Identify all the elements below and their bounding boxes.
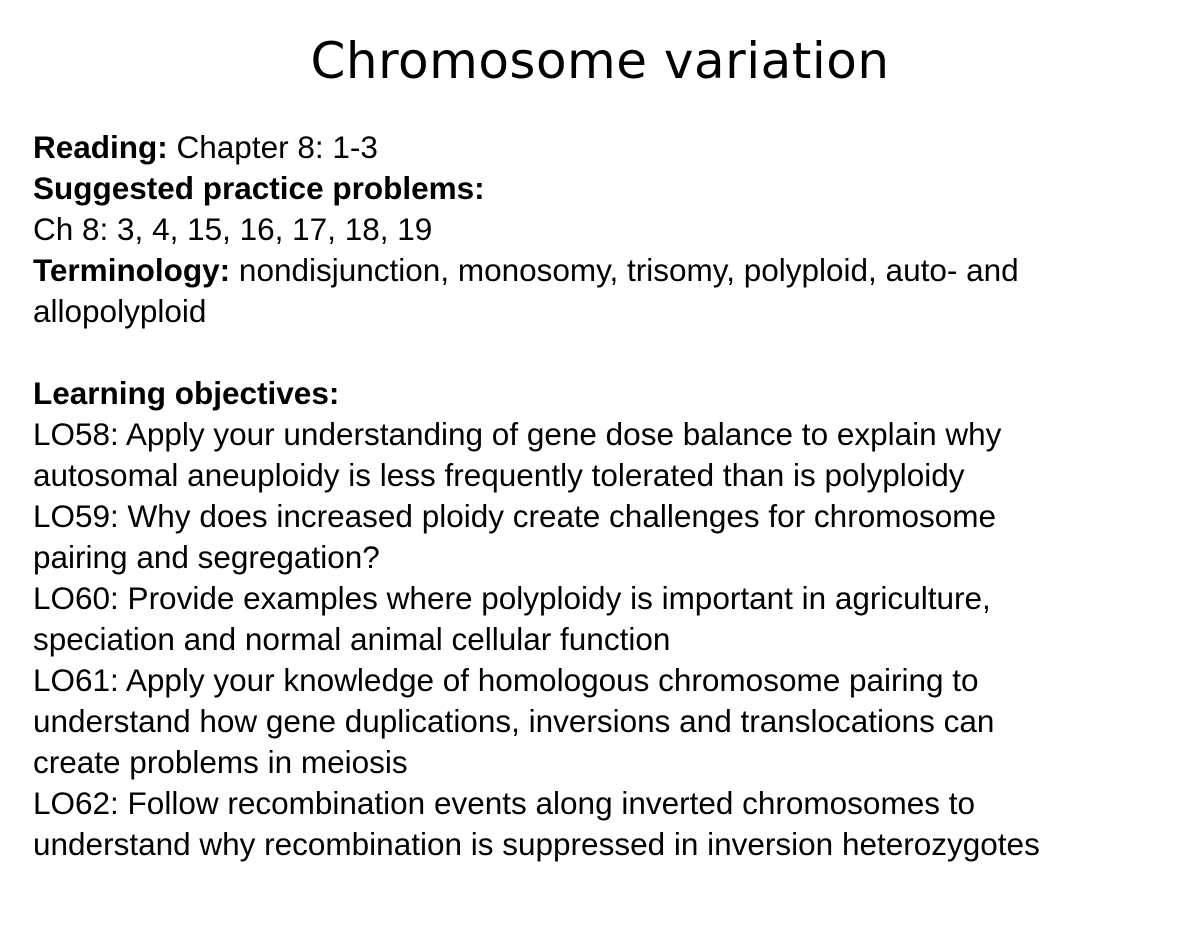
objective-line: LO61: Apply your knowledge of homologous chromosome pairing to — [33, 662, 979, 698]
objective-line: LO60: Provide examples where polyploidy is important in agriculture, — [33, 580, 991, 616]
page-title: Chromosome variation — [310, 32, 890, 90]
objective-line: create problems in meiosis — [33, 744, 408, 780]
objective-lo60 — [33, 578, 1173, 660]
objective-line: understand why recombination is suppressed in inversion heterozygotes — [33, 826, 1040, 862]
reading-label: Reading: — [33, 129, 168, 165]
objective-lo58 — [33, 414, 1173, 496]
objective-line: LO62: Follow recombination events along inverted chromosomes to — [33, 785, 975, 821]
objective-line: understand how gene duplications, inversions and translocations can — [33, 703, 995, 739]
terminology-line — [33, 250, 1173, 291]
practice-label: Suggested practice problems: — [33, 170, 485, 206]
terminology-label: Terminology: — [33, 252, 231, 288]
reading-line — [33, 127, 1173, 168]
objectives-heading: Learning objectives: — [33, 375, 340, 411]
practice-value: Ch 8: 3, 4, 15, 16, 17, 18, 19 — [33, 211, 433, 247]
objective-line: pairing and segregation? — [33, 539, 380, 575]
slide-content — [33, 127, 1173, 865]
terminology-value-continued: allopolyploid — [33, 293, 207, 329]
terminology-value: nondisjunction, monosomy, trisomy, polyploid, auto- and — [230, 252, 1019, 288]
objective-line: LO58: Apply your understanding of gene dose balance to explain why — [33, 416, 1002, 452]
objective-line: LO59: Why does increased ploidy create challenges for chromosome — [33, 498, 996, 534]
objective-line: speciation and normal animal cellular function — [33, 621, 671, 657]
objective-lo62 — [33, 783, 1173, 865]
objective-lo59 — [33, 496, 1173, 578]
objective-line: autosomal aneuploidy is less frequently tolerated than is polyploidy — [33, 457, 965, 493]
objective-lo61 — [33, 660, 1173, 783]
reading-value: Chapter 8: 1-3 — [167, 129, 378, 165]
spacer — [33, 332, 1173, 373]
